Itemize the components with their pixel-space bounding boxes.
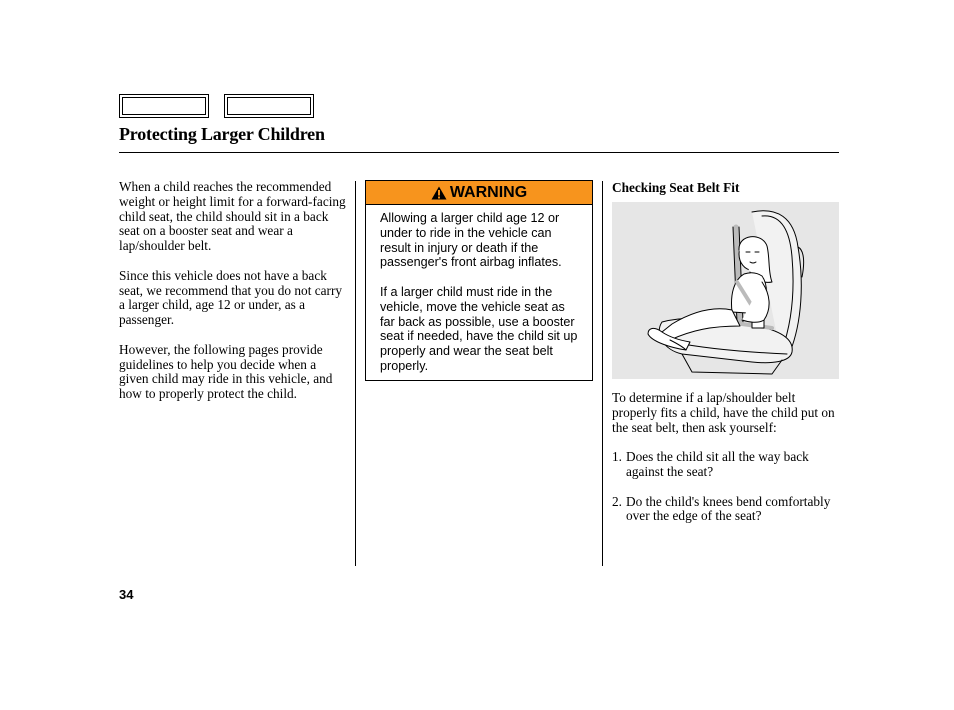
warning-body bbox=[366, 205, 592, 374]
list-item-text: Do the child's knees bend comfortably over the edge of the seat? bbox=[626, 493, 831, 524]
column-divider-right bbox=[602, 181, 603, 566]
page-number: 34 bbox=[119, 587, 134, 602]
list-item bbox=[612, 495, 840, 525]
child-in-seat-illustration bbox=[612, 202, 839, 379]
left-column bbox=[119, 180, 349, 417]
warning-paragraph-airbag: Allowing a larger child age 12 or under to ride in the vehicle can result in injury or death if the passenger's front airbag inflates. bbox=[380, 211, 562, 270]
list-item-text: Does the child sit all the way back against the seat? bbox=[626, 449, 809, 479]
list-item bbox=[612, 450, 840, 480]
title-divider bbox=[119, 152, 839, 153]
warning-triangle-icon bbox=[431, 186, 447, 200]
warning-label: WARNING bbox=[449, 183, 528, 201]
guidelines-paragraph: However, the following pages provide guidelines to help you decide when a given child may ride in this vehicle, and how to properly protect the child. bbox=[119, 341, 333, 402]
fit-intro-paragraph: To determine if a lap/shoulder belt properly fits a child, have the child put on the seat belt, then ask yourself: bbox=[612, 390, 835, 435]
page-title: Protecting Larger Children bbox=[119, 124, 325, 144]
section-heading: Checking Seat Belt Fit bbox=[612, 180, 740, 195]
warning-header bbox=[366, 181, 592, 205]
nav-tab-box-1[interactable] bbox=[119, 94, 209, 118]
right-column bbox=[612, 180, 840, 524]
no-back-seat-paragraph: Since this vehicle does not have a back seat, we recommend that you do not carry a larger child, age 12 or under, as a passenger. bbox=[119, 267, 343, 328]
intro-paragraph: When a child reaches the recommended weight or height limit for a forward-facing child seat, the child should sit in a back seat on a booster seat and wear a lap/shoulder belt. bbox=[119, 179, 346, 254]
list-item-number: 1. bbox=[612, 449, 622, 465]
warning-box bbox=[365, 180, 593, 381]
list-item-number: 2. bbox=[612, 493, 622, 509]
nav-tab-box-2[interactable] bbox=[224, 94, 314, 118]
warning-paragraph-seat: If a larger child must ride in the vehicle, move the vehicle seat as far back as possible, use a booster seat if needed, have the child sit up properly and wear the seat belt properly. bbox=[380, 284, 578, 373]
column-divider-left bbox=[355, 181, 356, 566]
